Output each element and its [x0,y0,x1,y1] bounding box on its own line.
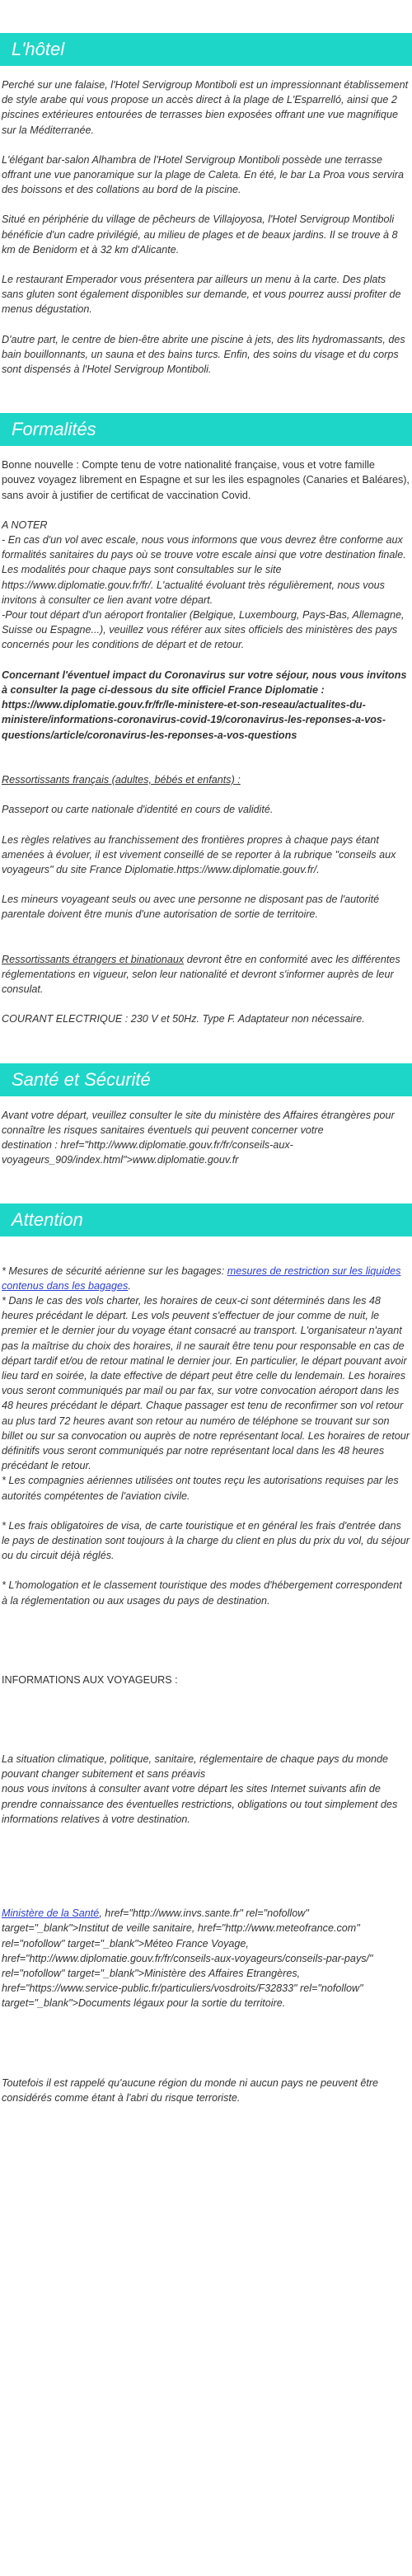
ressortissants-fr-label: Ressortissants français (adultes, bébés et enfants) : [2,773,241,786]
attention-homologation: * L'homologation et le classement touristique des modes d'hébergement correspondent à la réglementation ou aux usages du pays de destination. [2,1579,402,1607]
formalites-corona: Concernant l'éventuel impact du Coronavirus sur votre séjour, nous vous invitons à consulter la page ci-dessous du site officiel France Diplomatie : https://www.diplomatie.gouv.fr/fr/le-ministere-et-son-reseau/actualites-du-ministere/informations-coronavirus-covid-19/coronavirus-les-reponses-a-vos-questions/article/coronavirus-les-reponses-a-vos-questions [2,669,407,741]
hotel-content [0,77,412,377]
section-sante [0,1063,412,1168]
section-title-hotel: L'hôtel [0,33,412,66]
section-title-attention: Attention [0,1204,412,1236]
formalites-regles: Les règles relatives au franchissement des frontières propres à chaque pays étant amenées à évoluer, il est vivement conseillé de se reporter à la rubrique "conseils aux voyageurs" du site France Diplomatie.https://www.diplomatie.gouv.fr/. [2,833,396,875]
hotel-paragraph: Le restaurant Emperador vous présentera par ailleurs un menu à la carte. Des plats sans gluten sont également disponibles sur demande, et vous pourrez aussi profiter de menus dégustation. [2,274,401,316]
attention-info-title: INFORMATIONS AUX VOYAGEURS : [2,1673,178,1686]
section-title-sante: Santé et Sécurité [0,1063,412,1096]
ministere-sante-link[interactable]: Ministère de la Santé [2,1907,100,1920]
section-formalites [0,413,412,1026]
section-hotel [0,33,412,377]
ressortissants-etr-text: devront être en conformité avec les différentes réglementations en vigueur, selon leur nationalité et devront s'informer auprès de leur consulat. [2,953,400,996]
spacer [2,1702,410,1752]
ressortissants-fr-text: Passeport ou carte nationale d'identité en cours de validité. [2,804,274,816]
mesures-suffix: . [128,1279,131,1292]
section-title-formalites: Formalités [0,413,412,446]
spacer [2,1623,410,1673]
mesures-link[interactable]: mesures de restriction sur les liquides contenus dans les bagages [2,1265,401,1292]
mesures-prefix: * Mesures de sécurité aérienne sur les bagages: [2,1265,227,1277]
hotel-paragraph: Perché sur une falaise, l'Hotel Servigroup Montiboli est un impressionnant établissement de style arabe qui vous propose un accès direct à la plage de L'Esparrelló, ainsi que 2 piscines extérieures entourées de terrasses bien exposées offrant une vue magnifique sur la Méditerranée. [2,79,409,136]
ressortissants-etr-label: Ressortissants étrangers et binationaux [2,953,185,965]
hotel-paragraph: D'autre part, le centre de bien-être abrite une piscine à jets, des lits hydromassants, des bain bouillonnants, un sauna et des bains turcs. Enfin, des soins du visage et du corps sont dispensés à l'Hotel Servigroup Montiboli. [2,333,405,376]
formalites-content [0,457,412,1026]
formalites-courant: COURANT ELECTRIQUE : 230 V et 50Hz. Type F. Adaptateur non nécessaire. [2,1013,365,1025]
spacer [2,2026,410,2076]
formalites-mineurs: Les mineurs voyageant seuls ou avec une personne ne disposant pas de l'autorité parentale doivent être munis d'une autorisation de sortie de territoire. [2,894,380,921]
attention-situation: La situation climatique, politique, sanitaire, réglementaire de chaque pays du monde pouvant changer subitement et sans préavis nous vous invitons à consulter avant votre départ les sites Internet suivants afin de prendre connaissance des éventuelles restrictions, obligations ou tout simplement des informations relatives à votre destination. [2,1753,398,1825]
spacer [2,1842,410,1891]
attention-content [0,1248,412,2105]
ministere-text: , href="http://www.invs.sante.fr" rel="nofollow" target="_blank">Institut de veille sanitaire, href="http://www.meteofrance.com" rel="nofollow" target="_blank">Méteo France Voyage, href="http://www.diplomatie.gouv.fr/fr/conseils-aux-voyageurs/conseils-par-pays/" rel="nofollow" target="_blank">Ministère des Affaires Etrangères, href="https://www.service-public.fr/particuliers/vosdroits/F32833" rel="nofollow" target="_blank">Documents légaux pour la sortie du territoire. [2,1907,373,2010]
hotel-paragraph: L'élégant bar-salon Alhambra de l'Hotel Servigroup Montiboli possède une terrasse offrant une vue panoramique sur la plage de Caleta. En été, le bar La Proa vous servira des boissons et des collations au bord de la piscine. [2,153,404,196]
attention-frais: * Les frais obligatoires de visa, de carte touristique et en général les frais d'entrée dans le pays de destination sont toujours à la charge du client en plus du prix du vol, du séjour ou du circuit déjà réglés. [2,1519,410,1562]
attention-horaires: * Dans le cas des vols charter, les horaires de ceux-ci sont déterminés dans les 48 heures précédant le départ. Les vols peuvent s'effectuer de jour comme de nuit, le premier et le dernier jour du voyage étant consacré au transport. L'organisateur n'ayant pas la maîtrise du choix des horaires, il ne saurait être tenu pour responsable en cas de départ tardif et/ou de retour matinal le dernier jour. En particulier, le départ pouvant avoir lieu tard en soirée, la date effective de départ peut être celle du lendemain. Les horaires vous seront communiqués par mail ou par fax, sur votre convocation aéroport dans les 48 heures précédant le départ. Chaque passager est tenu de reconfirmer son vol retour au plus tard 72 heures avant son retour au numéro de téléphone se trouvant sur son billet ou sur sa convocation ou auprès de notre représentant local. Les horaires de retour définitifs vous seront communiqués par notre représentant local dans les 48 heures précédant le retour. * Les compagnies aériennes utilisées ont toutes reçu les autorisations requises par les autorités compétentes de l'aviation civile. [2,1294,410,1502]
attention-toutefois: Toutefois il est rappelé qu'aucune région du monde ni aucun pays ne peuvent être considérés comme étant à l'abri du risque terroriste. [2,2076,379,2104]
sante-text: Avant votre départ, veuillez consulter le site du ministère des Affaires étrangères pour connaître les risques sanitaires éventuels qui peuvent concerner votre destination : href="http://www.diplomatie.gouv.fr/fr/conseils-aux-voyageurs_909/index.html">www.diplomatie.gouv.fr [2,1109,395,1166]
formalites-note: A NOTER - En cas d'un vol avec escale, nous vous informons que vous devrez être conforme aux formalités sanitaires du pays où se trouve votre escale ainsi que votre destination finale. Les modalités pour chaque pays sont consultables sur le site https://www.diplomatie.gouv.fr/fr/. L'actualité évoluant très régulièrement, nous vous invitons à consulter ce lien avant votre départ. -Pour tout départ d'un aéroport frontalier (Belgique, Luxembourg, Pays-Bas, Allemagne, Suisse ou Espagne...), veuillez vous référer aux sites officiels des ministères des pays concernés pour les conditions de départ et de retour. [2,518,406,651]
section-attention [0,1204,412,2105]
hotel-paragraph: Situé en périphérie du village de pêcheurs de Villajoyosa, l'Hotel Servigroup Montiboli bénéficie d'un cadre privilégié, au milieu de plages et de beaux jardins. Il se trouve à 8 km de Benidorm et à 32 km d'Alicante. [2,213,398,256]
sante-content [0,1108,412,1168]
formalites-intro: Bonne nouvelle : Compte tenu de votre nationalité française, vous et votre famille pouvez voyagez librement en Espagne et sur les iles espagnoles (Canaries et Baléares), sans avoir à justifier de certificat de vaccination Covid. [2,459,410,501]
